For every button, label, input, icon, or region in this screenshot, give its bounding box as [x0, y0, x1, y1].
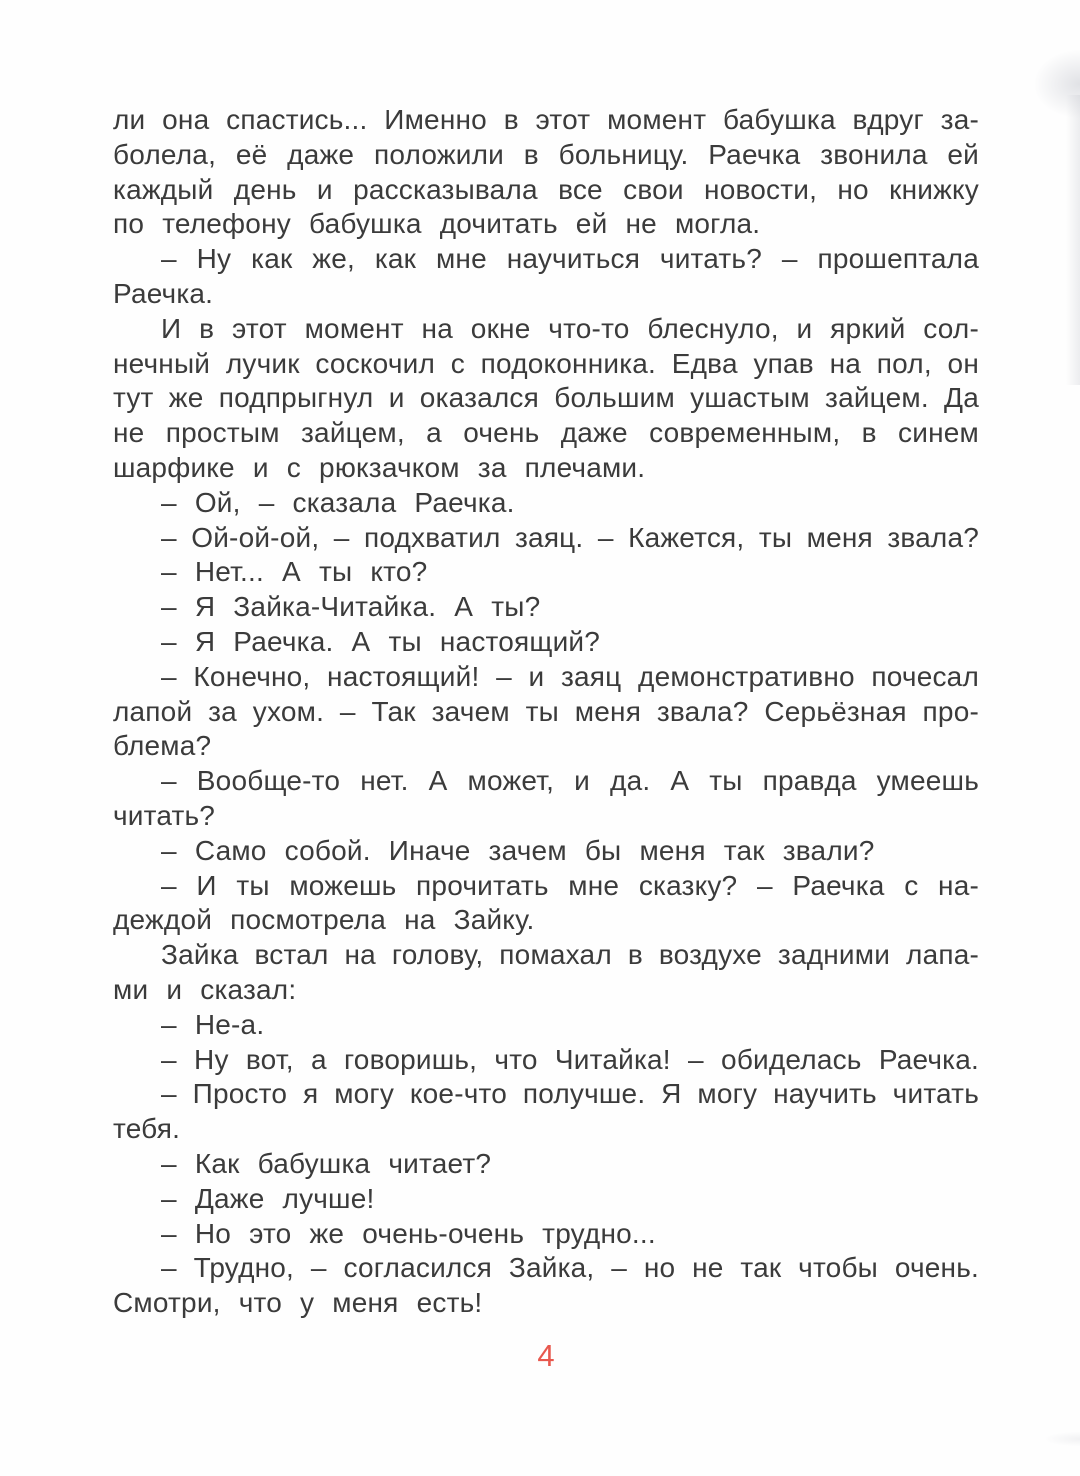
paragraph — [113, 590, 979, 625]
text-line: ми и сказал: — [113, 973, 297, 1005]
paragraph — [113, 834, 979, 869]
text-line: – Трудно, – согласился Зайка, – но не так чтобы очень. — [161, 1252, 979, 1284]
paragraph — [113, 1077, 979, 1147]
paragraph — [113, 312, 979, 486]
text-line: – Как бабушка читает? — [161, 1147, 492, 1179]
text-line: тебя. — [113, 1113, 181, 1145]
text-line: не простым зайцем, а очень даже современным, в синем — [113, 417, 979, 449]
text-line: – Ну вот, а говоришь, что Читайка! – обиделась Раечка. — [161, 1043, 979, 1075]
paragraph — [113, 486, 979, 521]
scan-shadow-top-right — [1002, 32, 1080, 136]
text-block — [113, 103, 979, 1321]
paragraph — [113, 242, 979, 312]
text-line: читать? — [113, 799, 216, 831]
text-line: лапой за ухом. – Так зачем ты меня звала? Серьёзная про- — [113, 695, 979, 727]
text-line: Зайка встал на голову, помахал в воздухе задними лапа- — [161, 939, 979, 971]
text-line: – Я Раечка. А ты настоящий? — [161, 625, 601, 657]
text-line: каждый день и рассказывала все свои новости, но книжку — [113, 173, 979, 205]
paragraph — [113, 1182, 979, 1217]
text-line: – Ну как же, как мне научиться читать? – прошептала — [161, 243, 979, 275]
paragraph — [113, 1251, 979, 1321]
paragraph — [113, 660, 979, 764]
text-line: деждой посмотрела на Зайку. — [113, 904, 535, 936]
paragraph — [113, 869, 979, 939]
text-line: – Ой, – сказала Раечка. — [161, 486, 515, 518]
text-line: – Нет... А ты кто? — [161, 556, 428, 588]
scan-shadow-bottom-right — [1020, 1430, 1080, 1448]
text-line: нечный лучик соскочил с подоконника. Едва упав на пол, он — [113, 347, 979, 379]
text-line: – Не-а. — [161, 1008, 265, 1040]
text-line: болела, её даже положили в больницу. Раечка звонила ей — [113, 138, 979, 170]
text-line: – И ты можешь прочитать мне сказку? – Раечка с на- — [161, 869, 979, 901]
paragraph — [113, 625, 979, 660]
text-line: Смотри, что у меня есть! — [113, 1287, 483, 1319]
text-line: – Даже лучше! — [161, 1182, 375, 1214]
paragraph — [113, 555, 979, 590]
paragraph — [113, 764, 979, 834]
page-number: 4 — [537, 1338, 555, 1373]
text-line: – Я Зайка-Читайка. А ты? — [161, 591, 541, 623]
text-line: – Просто я могу кое-что получше. Я могу научить читать — [161, 1078, 979, 1110]
paragraph — [113, 103, 979, 242]
text-line: И в этот момент на окне что-то блеснуло, и яркий сол- — [161, 312, 979, 344]
paragraph — [113, 938, 979, 1008]
paragraph — [113, 521, 979, 556]
text-line: ли она спастись... Именно в этот момент бабушка вдруг за- — [113, 104, 979, 135]
text-line: – Ой-ой-ой, – подхватил заяц. – Кажется, ты меня звала? — [161, 521, 979, 553]
paragraph — [113, 1147, 979, 1182]
scan-shadow-right-edge — [1066, 95, 1080, 385]
paragraph — [113, 1043, 979, 1078]
text-line: шарфике и с рюкзачком за плечами. — [113, 451, 646, 483]
text-line: – Но это же очень-очень трудно... — [161, 1217, 656, 1249]
paragraph — [113, 1008, 979, 1043]
paragraph — [113, 1217, 979, 1252]
text-line: Раечка. — [113, 277, 214, 309]
text-line: – Само собой. Иначе зачем бы меня так звали? — [161, 834, 875, 866]
text-line: по телефону бабушка дочитать ей не могла. — [113, 208, 761, 240]
text-line: блема? — [113, 730, 212, 762]
text-line: – Вообще-то нет. А может, и да. А ты правда умеешь — [161, 765, 979, 797]
text-line: тут же подпрыгнул и оказался большим ушастым зайцем. Да — [113, 382, 979, 414]
text-line: – Конечно, настоящий! – и заяц демонстративно почесал — [161, 660, 979, 692]
